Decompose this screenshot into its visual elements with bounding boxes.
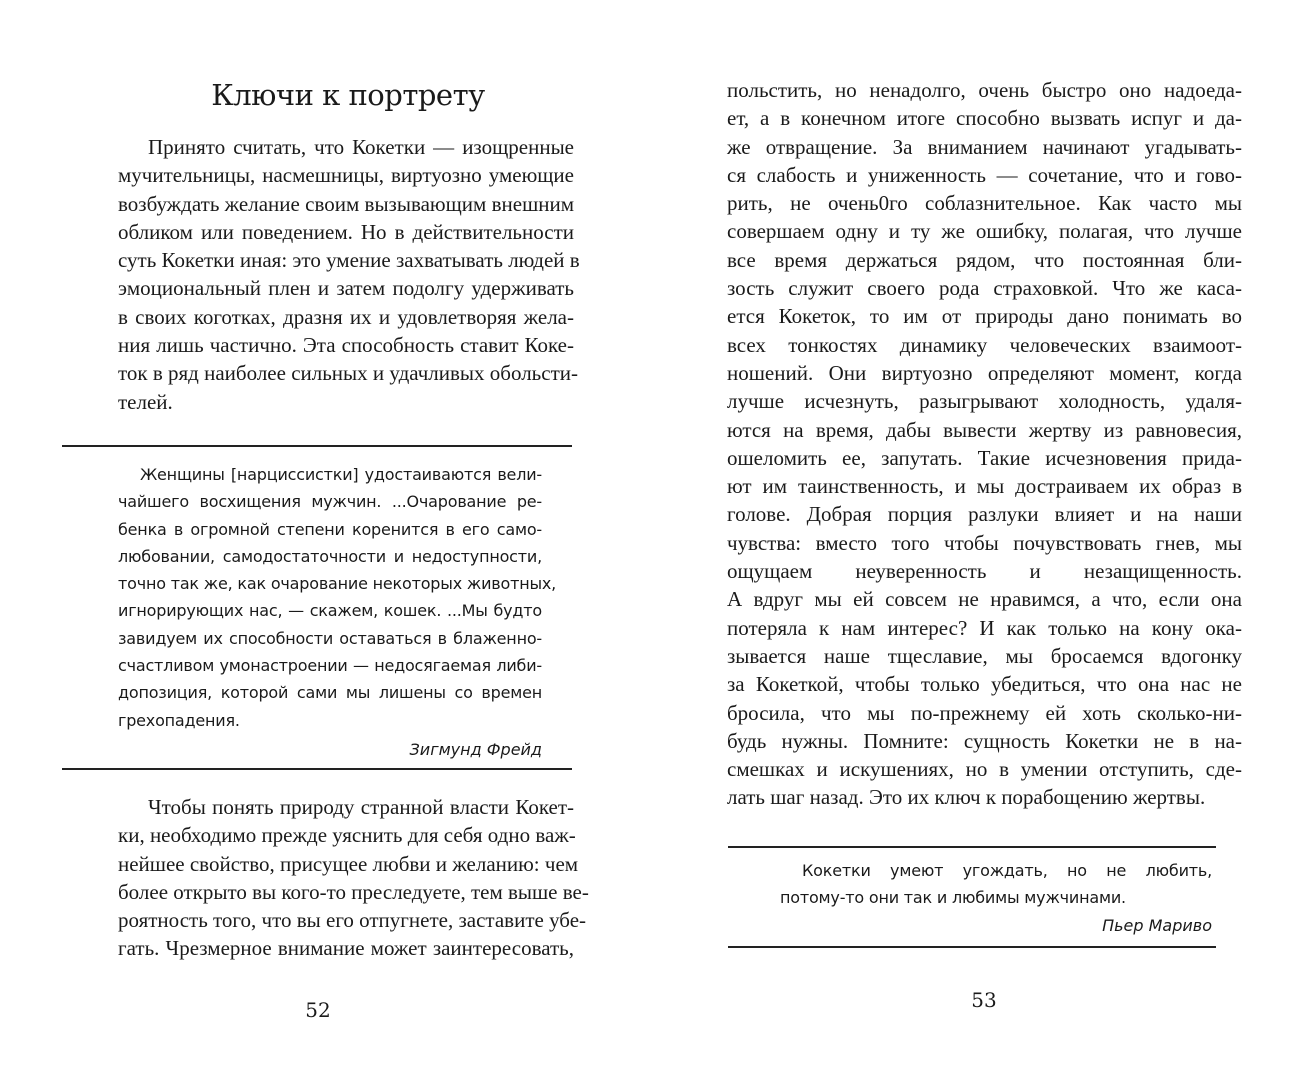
- text-line: счастливом умонастроении — недосягаемая либи-: [118, 656, 542, 676]
- text-line: ются на время, дабы вывести жертву из равновесия,: [727, 417, 1242, 442]
- paragraph-intro: [118, 133, 580, 416]
- text-line: всех тонкостях динамику человеческих взаимоот-: [727, 332, 1242, 357]
- paragraph-power: [118, 793, 589, 963]
- page-number-right: 53: [971, 988, 997, 1012]
- text-line: точно так же, как очарование некоторых животных,: [118, 574, 557, 594]
- text-line: Чтобы понять природу странной власти Кокет-: [148, 795, 574, 819]
- text-line: гать. Чрезмерное внимание может заинтересовать,: [118, 936, 574, 961]
- text-line: допозиция, которой сами мы лишены со времен: [118, 683, 542, 703]
- quote-author-marivaux: Пьер Мариво: [1102, 916, 1212, 935]
- text-line: грехопадения.: [118, 710, 240, 730]
- text-line: зывается наше тщеславие, мы бросаемся вдогонку: [727, 643, 1242, 668]
- text-line: за Кокеткой, чтобы только убедиться, что она нас не: [727, 672, 1242, 697]
- text-line: Кокетки умеют угождать, но не любить,: [802, 861, 1212, 880]
- text-line: ет, а в конечном итоге способно вызвать испуг и да-: [727, 106, 1242, 131]
- freud-quote: [118, 461, 557, 734]
- text-line: ошеломить ее, запутать. Такие исчезновения прида-: [727, 445, 1242, 470]
- text-line: все время держаться рядом, что постоянная бли-: [727, 247, 1242, 272]
- text-line: суть Кокетки иная: это умение захватывать людей в: [118, 248, 580, 273]
- text-line: обликом или поведением. Но в действительности: [118, 219, 574, 244]
- text-line: завидуем их способности оставаться в блаженно-: [118, 628, 542, 648]
- text-line: любовании, самодостаточности и недоступности,: [118, 546, 542, 566]
- quote-rule-bottom: [62, 768, 572, 770]
- text-line: ток в ряд наиболее сильных и удачливых обольсти-: [118, 361, 578, 386]
- text-line: ся слабость и униженность — сочетание, что и гово-: [727, 162, 1242, 187]
- paragraph-continued: [727, 76, 1242, 812]
- text-line: Принято считать, что Кокетки — изощренные: [148, 135, 574, 159]
- text-line: будь нужны. Помните: сущность Кокетки не в на-: [727, 728, 1242, 753]
- text-line: нейшее свойство, присущее любви и желанию: чем: [118, 851, 579, 876]
- text-line: совершаем одну и ту же ошибку, полагая, что лучше: [727, 219, 1242, 244]
- text-line: голове. Добрая порция разлуки влияет и на наши: [727, 502, 1242, 527]
- text-line: возбуждать желание своим вызывающим внешним: [118, 191, 574, 216]
- text-line: потеряла к нам интерес? И как только на кону ока-: [727, 615, 1242, 640]
- text-line: в своих коготках, дразня их и удовлетворяя жела-: [118, 304, 574, 329]
- text-line: ют им таинственность, и мы достраиваем их образ в: [727, 474, 1242, 499]
- text-line: бенка в огромной степени коренится в его само-: [118, 519, 542, 539]
- text-line: же отвращение. За вниманием начинают угадывать-: [727, 134, 1242, 159]
- text-line: лать шаг назад. Это их ключ к порабощению жертвы.: [727, 785, 1206, 810]
- text-line: лучше исчезнуть, разыгрывают холодность, удаля-: [727, 389, 1242, 414]
- text-line: игнорирующих нас, — скажем, кошек. ...Мы будто: [118, 601, 542, 621]
- text-line: смешках и искушениях, но в умении отступить, сде-: [727, 757, 1242, 782]
- text-line: ния лишь частично. Эта способность ставит Коке-: [118, 333, 574, 358]
- text-line: эмоциональный плен и затем подолгу удерживать: [118, 276, 574, 301]
- text-line: ется Кокеток, то им от природы дано понимать во: [727, 304, 1242, 329]
- text-line: ощущаем неуверенность и незащищенность.: [727, 559, 1242, 584]
- text-line: бросила, что мы по-прежнему ей хоть сколько-ни-: [727, 700, 1242, 725]
- text-line: телей.: [118, 389, 173, 414]
- page-number-left: 52: [305, 998, 331, 1022]
- quote-rule-top: [62, 445, 572, 447]
- text-line: ношений. Они виртуозно определяют момент, когда: [727, 360, 1242, 385]
- text-line: более открыто вы кого-то преследуете, тем выше ве-: [118, 879, 589, 904]
- right-page: [654, 0, 1308, 1080]
- chapter-title: Ключи к портрету: [211, 78, 485, 112]
- text-line: ки, необходимо прежде уяснить для себя одно важ-: [118, 823, 576, 848]
- text-line: Женщины [нарциссистки] удостаиваются вели-: [140, 465, 542, 484]
- text-line: потому-то они так и любимы мужчинами.: [780, 888, 1126, 908]
- text-line: зость служит своего рода страховкой. Что же каса-: [727, 276, 1242, 301]
- text-line: роятность того, что вы его отпугнете, заставите убе-: [118, 908, 587, 933]
- marivaux-quote: [780, 857, 1212, 912]
- text-line: А вдруг мы ей совсем не нравимся, а что, если она: [727, 587, 1242, 612]
- quote-author-freud: Зигмунд Фрейд: [409, 740, 542, 759]
- text-line: чайшего восхищения мужчин. ...Очарование ре-: [118, 492, 542, 512]
- text-line: польстить, но ненадолго, очень быстро оно надоеда-: [727, 78, 1242, 102]
- text-line: мучительницы, насмешницы, виртуозно умеющие: [118, 163, 574, 188]
- text-line: рить, не очень0го соблазнительное. Как часто мы: [727, 191, 1242, 216]
- quote-rule-top: [728, 846, 1216, 848]
- text-line: чувства: вместо того чтобы почувствовать гнев, мы: [727, 530, 1242, 555]
- quote-rule-bottom: [728, 946, 1216, 948]
